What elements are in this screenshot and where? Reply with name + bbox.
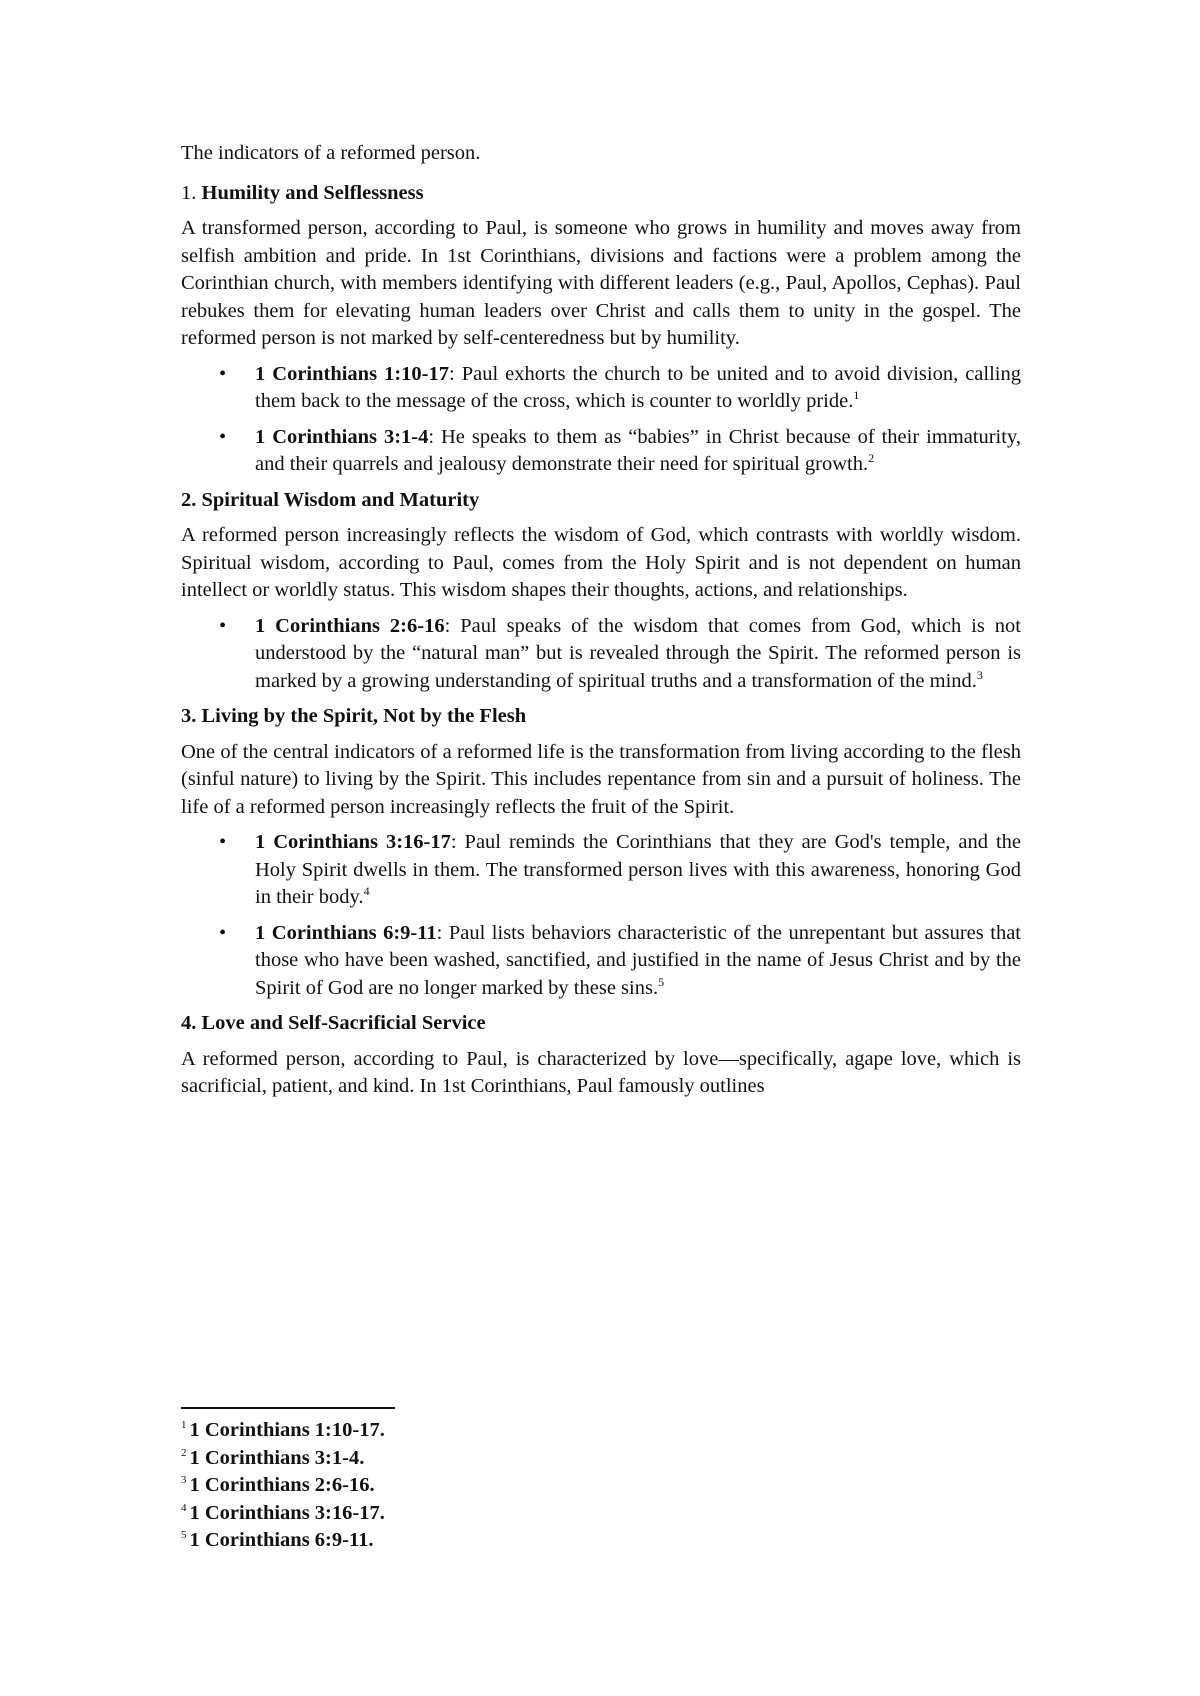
footnote: [181, 1417, 1021, 1445]
section-2: [181, 487, 1021, 696]
footnote-text: 1 Corinthians 6:9-11.: [189, 1529, 374, 1551]
section-3: [181, 703, 1021, 1002]
bullet-marker: •: [219, 831, 227, 853]
list-item: [181, 424, 1021, 479]
bullet-list: [181, 361, 1021, 479]
footnote-number: 5: [181, 1529, 187, 1542]
section-title: Living by the Spirit, Not by the Flesh: [201, 705, 527, 727]
list-item: [181, 920, 1021, 1003]
bullet-text: : He speaks to them as “babies” in Christ because of their immaturity, and their quarrels and jealousy demonstrate their need for spiritual growth.: [255, 425, 1021, 475]
section-number: 4.: [181, 1012, 197, 1034]
section-number: 2.: [181, 488, 197, 511]
footnote: [181, 1500, 1021, 1528]
section-1: [181, 180, 1021, 479]
scripture-reference: 1 Corinthians 6:9-11: [255, 921, 437, 944]
section-4: [181, 1010, 1021, 1101]
footnote-number: 4: [181, 1501, 187, 1514]
footnote-text: 1 Corinthians 3:1-4.: [189, 1446, 365, 1469]
bullet-text: : Paul lists behaviors characteristic of the unrepentant but assures that those who have been washed, sanctified, and justified in the name of Jesus Christ and by the Spirit of God are no longer marked by these sins.: [255, 921, 1021, 999]
section-heading: [181, 487, 1021, 515]
section-paragraph: A reformed person, according to Paul, is characterized by love—specifically, agape love, which is sacrificial, patient, and kind. In 1st Corinthians, Paul famously outlines: [181, 1047, 1021, 1097]
section-heading: [181, 703, 1021, 731]
section-paragraph: A transformed person, according to Paul, is someone who grows in humility and moves away from selfish ambition and pride. In 1st Corinthians, divisions and factions were a problem among the Corinthian church, with members identifying with different leaders (e.g., Paul, Apollos, Cephas). Paul rebukes them for elevating human leaders over Christ and calls them to unity in the gospel. The reformed person is not marked by self-centeredness but by humility.: [181, 217, 1021, 349]
footnote-text: 1 Corinthians 1:10-17.: [189, 1419, 385, 1441]
list-item: [181, 613, 1021, 696]
document-title: The indicators of a reformed person.: [181, 142, 481, 164]
section-title: Humility and Selflessness: [201, 181, 424, 204]
footnotes-area: [181, 1407, 1021, 1555]
document-body: [181, 140, 1021, 1109]
footnote: [181, 1527, 1021, 1555]
footnote-marker[interactable]: 1: [853, 388, 860, 403]
bullet-marker: •: [219, 614, 227, 637]
bullet-text: : Paul speaks of the wisdom that comes from God, which is not understood by the “natural man” but is revealed through the Spirit. The reformed person is marked by a growing understanding of spiritual truths and a transformation of the mind.: [255, 614, 1021, 692]
scripture-reference: 1 Corinthians 2:6-16: [255, 614, 445, 637]
section-title: Spiritual Wisdom and Maturity: [201, 488, 480, 511]
footnote-marker[interactable]: 4: [363, 884, 370, 899]
section-paragraph: One of the central indicators of a reformed life is the transformation from living according to the flesh (sinful nature) to living by the Spirit. This includes repentance from sin and a pursuit of holiness. The life of a reformed person increasingly reflects the fruit of the Spirit.: [181, 740, 1021, 818]
section-title: Love and Self-Sacrificial Service: [201, 1012, 486, 1034]
footnote: [181, 1472, 1021, 1500]
bullet-list: [181, 829, 1021, 1002]
list-item: [181, 361, 1021, 416]
section-heading: [181, 1010, 1021, 1038]
bullet-list: [181, 613, 1021, 696]
footnote-text: 1 Corinthians 2:6-16.: [189, 1474, 375, 1496]
footnote-marker[interactable]: 3: [976, 667, 983, 682]
footnote-number: 2: [181, 1446, 187, 1459]
footnote: [181, 1445, 1021, 1473]
scripture-reference: 1 Corinthians 3:16-17: [255, 831, 451, 853]
section-number: 3.: [181, 705, 197, 727]
bullet-marker: •: [219, 362, 227, 385]
section-number: 1.: [181, 181, 197, 204]
footnote-number: 3: [181, 1474, 187, 1487]
list-item: [181, 829, 1021, 912]
bullet-text: : Paul reminds the Corinthians that they are God's temple, and the Holy Spirit dwells in them. The transformed person lives with this awareness, honoring God in their body.: [255, 831, 1021, 908]
section-paragraph: A reformed person increasingly reflects the wisdom of God, which contrasts with worldly wisdom. Spiritual wisdom, according to Paul, comes from the Holy Spirit and is not dependent on human intellect or worldly status. This wisdom shapes their thoughts, actions, and relationships.: [181, 524, 1021, 601]
section-heading: [181, 180, 1021, 208]
bullet-marker: •: [219, 425, 227, 448]
scripture-reference: 1 Corinthians 1:10-17: [255, 362, 449, 385]
footnote-marker[interactable]: 5: [658, 974, 665, 989]
scripture-reference: 1 Corinthians 3:1-4: [255, 425, 429, 448]
footnote-separator: [181, 1407, 395, 1409]
footnote-number: 1: [181, 1419, 187, 1432]
bullet-text: : Paul exhorts the church to be united and to avoid division, calling them back to the message of the cross, which is counter to worldly pride.: [255, 362, 1021, 412]
footnote-marker[interactable]: 2: [868, 451, 875, 466]
bullet-marker: •: [219, 921, 227, 944]
footnote-text: 1 Corinthians 3:16-17.: [189, 1501, 385, 1524]
